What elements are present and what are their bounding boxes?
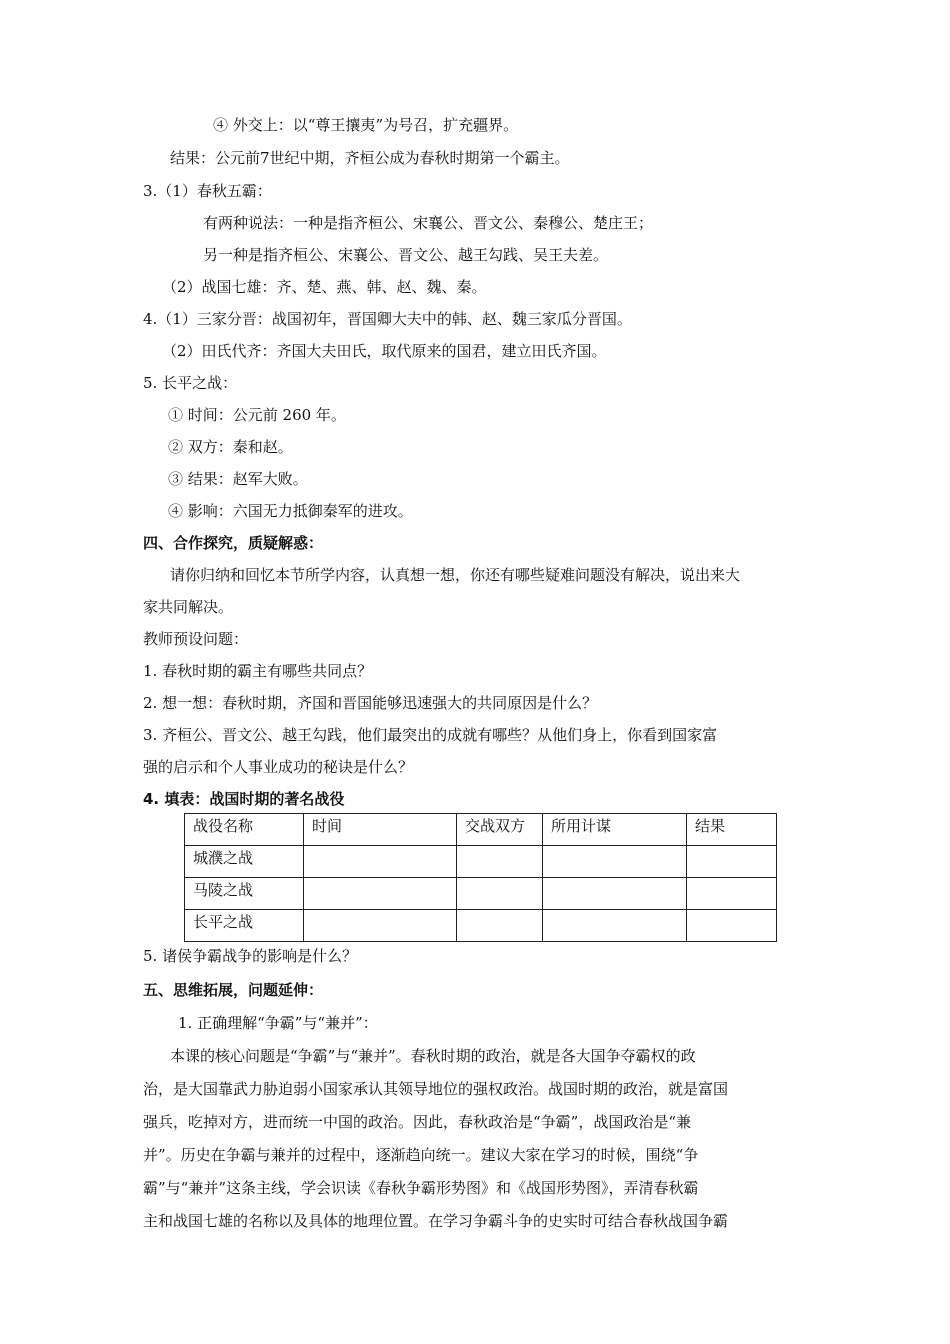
text-line: 教师预设问题：	[143, 630, 249, 648]
text-line: 有两种说法：一种是指齐桓公、宋襄公、晋文公、秦穆公、楚庄王；	[203, 214, 654, 232]
table-cell	[687, 846, 777, 878]
table-cell: 城濮之战	[185, 846, 304, 878]
text-line: 5. 诸侯争霸战争的影响是什么？	[143, 947, 358, 965]
text-line: ④ 影响：六国无力抵御秦军的进攻。	[168, 502, 413, 520]
text-line: 2. 想一想：春秋时期，齐国和晋国能够迅速强大的共同原因是什么？	[143, 694, 598, 712]
text-line: 并”。历史在争霸与兼并的过程中，逐渐趋向统一。建议大家在学习的时候，围绕“争	[143, 1146, 699, 1164]
text-line: 结果：公元前7世纪中期，齐桓公成为春秋时期第一个霸主。	[170, 149, 570, 167]
text-line: 霸”与“兼并”这条主线，学会识读《春秋争霸形势图》和《战国形势图》，弄清春秋霸	[143, 1179, 699, 1197]
section-heading: 四、合作探究，质疑解惑：	[143, 534, 324, 552]
text-line: ② 双方：秦和赵。	[168, 438, 293, 456]
text-line: 强兵，吃掉对方，进而统一中国的政治。因此，春秋政治是“争霸”，战国政治是“兼	[143, 1113, 692, 1131]
text-line: ④ 外交上：以“尊王攘夷”为号召，扩充疆界。	[213, 116, 519, 134]
table-cell	[304, 910, 457, 942]
table-row	[185, 878, 777, 910]
table-cell	[304, 878, 457, 910]
table-cell	[457, 846, 543, 878]
table-cell	[543, 910, 687, 942]
table-header-cell: 交战双方	[457, 814, 543, 846]
table-cell	[457, 910, 543, 942]
text-line: 1. 春秋时期的霸主有哪些共同点？	[143, 662, 373, 680]
table-cell: 马陵之战	[185, 878, 304, 910]
text-line: ① 时间：公元前 260 年。	[168, 406, 346, 424]
table-header-cell: 所用计谋	[543, 814, 687, 846]
table-cell: 长平之战	[185, 910, 304, 942]
text-line: ③ 结果：赵军大败。	[168, 470, 308, 488]
text-line: 5. 长平之战：	[143, 374, 238, 392]
battle-table	[184, 813, 777, 942]
table-row	[185, 846, 777, 878]
text-line: 4.（1）三家分晋：战国初年，晋国卿大夫中的韩、赵、魏三家瓜分晋国。	[143, 310, 632, 328]
text-line: 本课的核心问题是“争霸”与“兼并”。春秋时期的政治，就是各大国争夺霸权的政	[170, 1047, 696, 1065]
table-cell	[687, 878, 777, 910]
table-header-row	[185, 814, 777, 846]
text-line: 请你归纳和回忆本节所学内容，认真想一想，你还有哪些疑难问题没有解决，说出来大	[170, 566, 741, 584]
text-line: 治，是大国靠武力胁迫弱小国家承认其领导地位的强权政治。战国时期的政治，就是富国	[143, 1080, 729, 1098]
table-header-cell: 战役名称	[185, 814, 304, 846]
table-cell	[687, 910, 777, 942]
table-header-cell: 时间	[304, 814, 457, 846]
text-line: 强的启示和个人事业成功的秘诀是什么？	[143, 758, 414, 776]
table-caption: 4. 填表：战国时期的著名战役	[143, 790, 345, 808]
table-cell	[457, 878, 543, 910]
table-cell	[304, 846, 457, 878]
table-row	[185, 910, 777, 942]
text-line: （2）田氏代齐：齐国大夫田氏，取代原来的国君，建立田氏齐国。	[162, 342, 607, 360]
text-line: 3. 齐桓公、晋文公、越王勾践，他们最突出的成就有哪些？从他们身上，你看到国家富	[143, 726, 718, 744]
table-cell	[543, 846, 687, 878]
table-cell	[543, 878, 687, 910]
text-line: 家共同解决。	[143, 598, 234, 616]
text-line: 主和战国七雄的名称以及具体的地理位置。在学习争霸斗争的史实时可结合春秋战国争霸	[143, 1212, 729, 1230]
table-header-cell: 结果	[687, 814, 777, 846]
text-line: （2）战国七雄：齐、楚、燕、韩、赵、魏、秦。	[162, 278, 487, 296]
text-line: 另一种是指齐桓公、宋襄公、晋文公、越王勾践、吴王夫差。	[203, 246, 609, 264]
section-heading: 五、思维拓展，问题延伸：	[143, 981, 324, 999]
text-line: 3.（1）春秋五霸：	[143, 182, 272, 200]
text-line: 1. 正确理解“争霸”与“兼并”：	[178, 1014, 378, 1032]
